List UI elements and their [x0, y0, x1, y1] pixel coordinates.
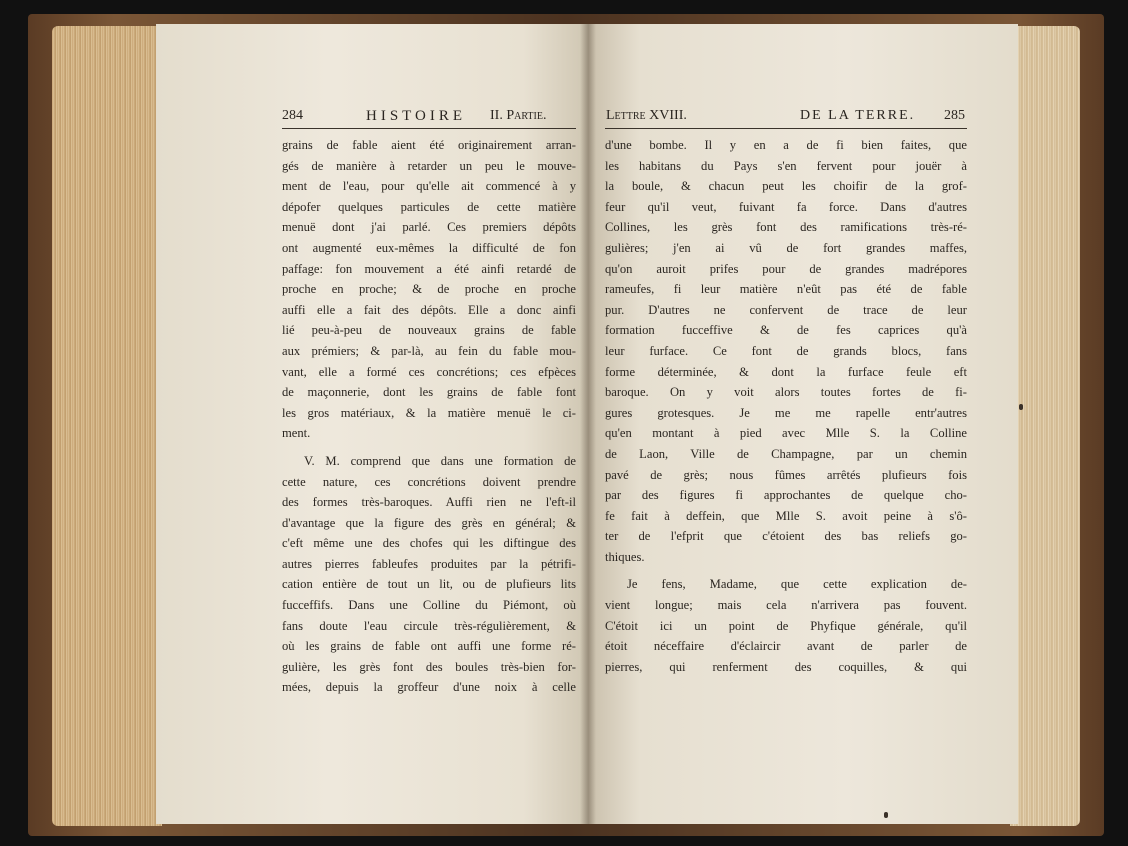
left-page-edges — [52, 26, 162, 826]
text-line: lié peu-à-peu de nouveaux grains de fable — [282, 323, 576, 338]
text-line: de maçonnerie, dont les grains de fable font — [282, 385, 576, 400]
paragraph — [605, 135, 967, 567]
text-line: baroque. On y voit alors toutes fortes de fi- — [605, 385, 967, 400]
text-line: pierres, qui renferment des coquilles, & qui — [605, 659, 967, 674]
text-line: vient longue; mais cela n'arrivera pas fouvent. — [605, 598, 967, 613]
text-line: pur. D'autres ne confervent de trace de leur — [605, 302, 967, 317]
text-line: cette nature, ces concrétions doivent prendre — [282, 474, 576, 489]
text-line: où les grains de fable ont auffi une forme ré- — [282, 639, 576, 654]
text-line: c'eft même une des chofes qui les diftingue des — [282, 536, 576, 551]
paper-speck — [1019, 404, 1023, 410]
text-line: dépofer quelques particules de cette matière — [282, 199, 576, 214]
book-gutter — [580, 24, 596, 824]
text-line: d'une bombe. Il y en a de fi bien faites, que — [605, 138, 967, 152]
text-line: pavé de grès; nous fûmes arrêtés plufieurs fois — [605, 467, 967, 482]
paragraph — [282, 135, 576, 444]
text-line: Je fens, Madame, que cette explication de- — [627, 577, 967, 592]
text-line: gulières; j'en ai vû de fort grandes maffes, — [605, 240, 967, 255]
text-line: ter de l'efprit que c'étoient des bas reliefs go- — [605, 529, 967, 544]
text-line: vant, elle a formé ces concrétions; ces efpèces — [282, 364, 576, 379]
text-line: forme déterminée, & dont la furface feule eft — [605, 364, 967, 379]
text-line: la boule, & chacun peut les choifir de la grof- — [605, 179, 967, 194]
text-line: les gros matériaux, & la matière menuë le ci- — [282, 405, 576, 420]
text-line: ment de l'eau, pour qu'elle ait commencé à y — [282, 179, 576, 194]
text-line: fucceffifs. Dans une Colline du Piémont, où — [282, 598, 576, 613]
text-line: de Laon, Ville de Champagne, par un chemin — [605, 446, 967, 461]
paragraph — [282, 451, 576, 698]
text-line: par des figures fi approchantes de quelque cho- — [605, 488, 967, 503]
left-header-rule — [282, 128, 576, 129]
right-page-edges — [1010, 26, 1080, 826]
right-header-rule — [605, 128, 967, 129]
text-line: ont augmenté eux-mêmes la difficulté de fon — [282, 240, 576, 255]
paragraph — [605, 574, 967, 677]
text-line: rameufes, fi leur matière n'eût pas été de fable — [605, 282, 967, 297]
text-line: Collines, les grès font des ramifications très-ré- — [605, 220, 967, 235]
text-line: proche en proche; & de proche en proche — [282, 282, 576, 297]
text-line: gures grotesques. Je me me rapelle entr'autres — [605, 405, 967, 420]
text-line: étoit néceffaire d'éclaircir avant de parler de — [605, 639, 967, 654]
left-page-number: 284 — [282, 108, 303, 123]
text-line: mées, depuis la groffeur d'une noix à celle — [282, 680, 576, 695]
text-line: feur qu'il veut, fuivant fa force. Dans d'autres — [605, 199, 967, 214]
left-page-text — [282, 135, 576, 698]
text-line: menuë dont j'ai parlé. Ces premiers dépôts — [282, 220, 576, 235]
text-line: cation entière de tout un lit, ou de plufieurs lits — [282, 577, 576, 592]
text-line: gulière, les grès font des boules très-bien for- — [282, 659, 576, 674]
text-line: gés de manière à retarder un peu le mouve- — [282, 158, 576, 173]
text-line: fe fait à deffein, que Mlle S. avoit peine à s'ô- — [605, 508, 967, 523]
text-line: ment. — [282, 426, 311, 441]
text-line: thiques. — [605, 549, 645, 564]
text-line: auffi elle a fait des dépôts. Elle a donc ainfi — [282, 302, 576, 317]
text-line: formation fucceffive & de fes caprices qu'à — [605, 323, 967, 338]
paper-speck — [884, 812, 888, 818]
text-line: fans doute l'eau circule très-régulièrement, & — [282, 618, 576, 633]
right-page-number: 285 — [944, 108, 965, 123]
text-line: des formes très-baroques. Auffi rien ne l'eft-il — [282, 495, 576, 510]
text-line: grains de fable aient été originairement arran- — [282, 138, 576, 152]
text-line: aux prémiers; & par-là, au fein du fable mou- — [282, 343, 576, 358]
text-line: autres pierres fableufes produites par la pétrifi- — [282, 556, 576, 571]
text-line: qu'en montant à pied avec Mlle S. la Colline — [605, 426, 967, 441]
right-letter-label: Lettre XVIII. — [606, 108, 687, 123]
right-running-title: DE LA TERRE. — [800, 108, 916, 123]
text-line: leur furface. Ce font de grands blocs, fans — [605, 343, 967, 358]
right-page-text — [605, 135, 967, 677]
text-line: qu'on auroit prifes pour de grandes madrépores — [605, 261, 967, 276]
text-line: V. M. comprend que dans une formation de — [304, 453, 576, 468]
left-running-title: HISTOIRE — [366, 108, 467, 124]
left-section: II. Partie. — [490, 108, 547, 123]
right-running-head — [606, 108, 968, 130]
text-line: d'avantage que la figure des grès en général; & — [282, 515, 576, 530]
text-line: les habitans du Pays s'en fervent pour jouër à — [605, 158, 967, 173]
left-running-head — [282, 108, 576, 130]
text-line: paffage: fon mouvement a été ainfi retardé de — [282, 261, 576, 276]
text-line: C'étoit ici un point de Phyfique générale, qu'il — [605, 618, 967, 633]
